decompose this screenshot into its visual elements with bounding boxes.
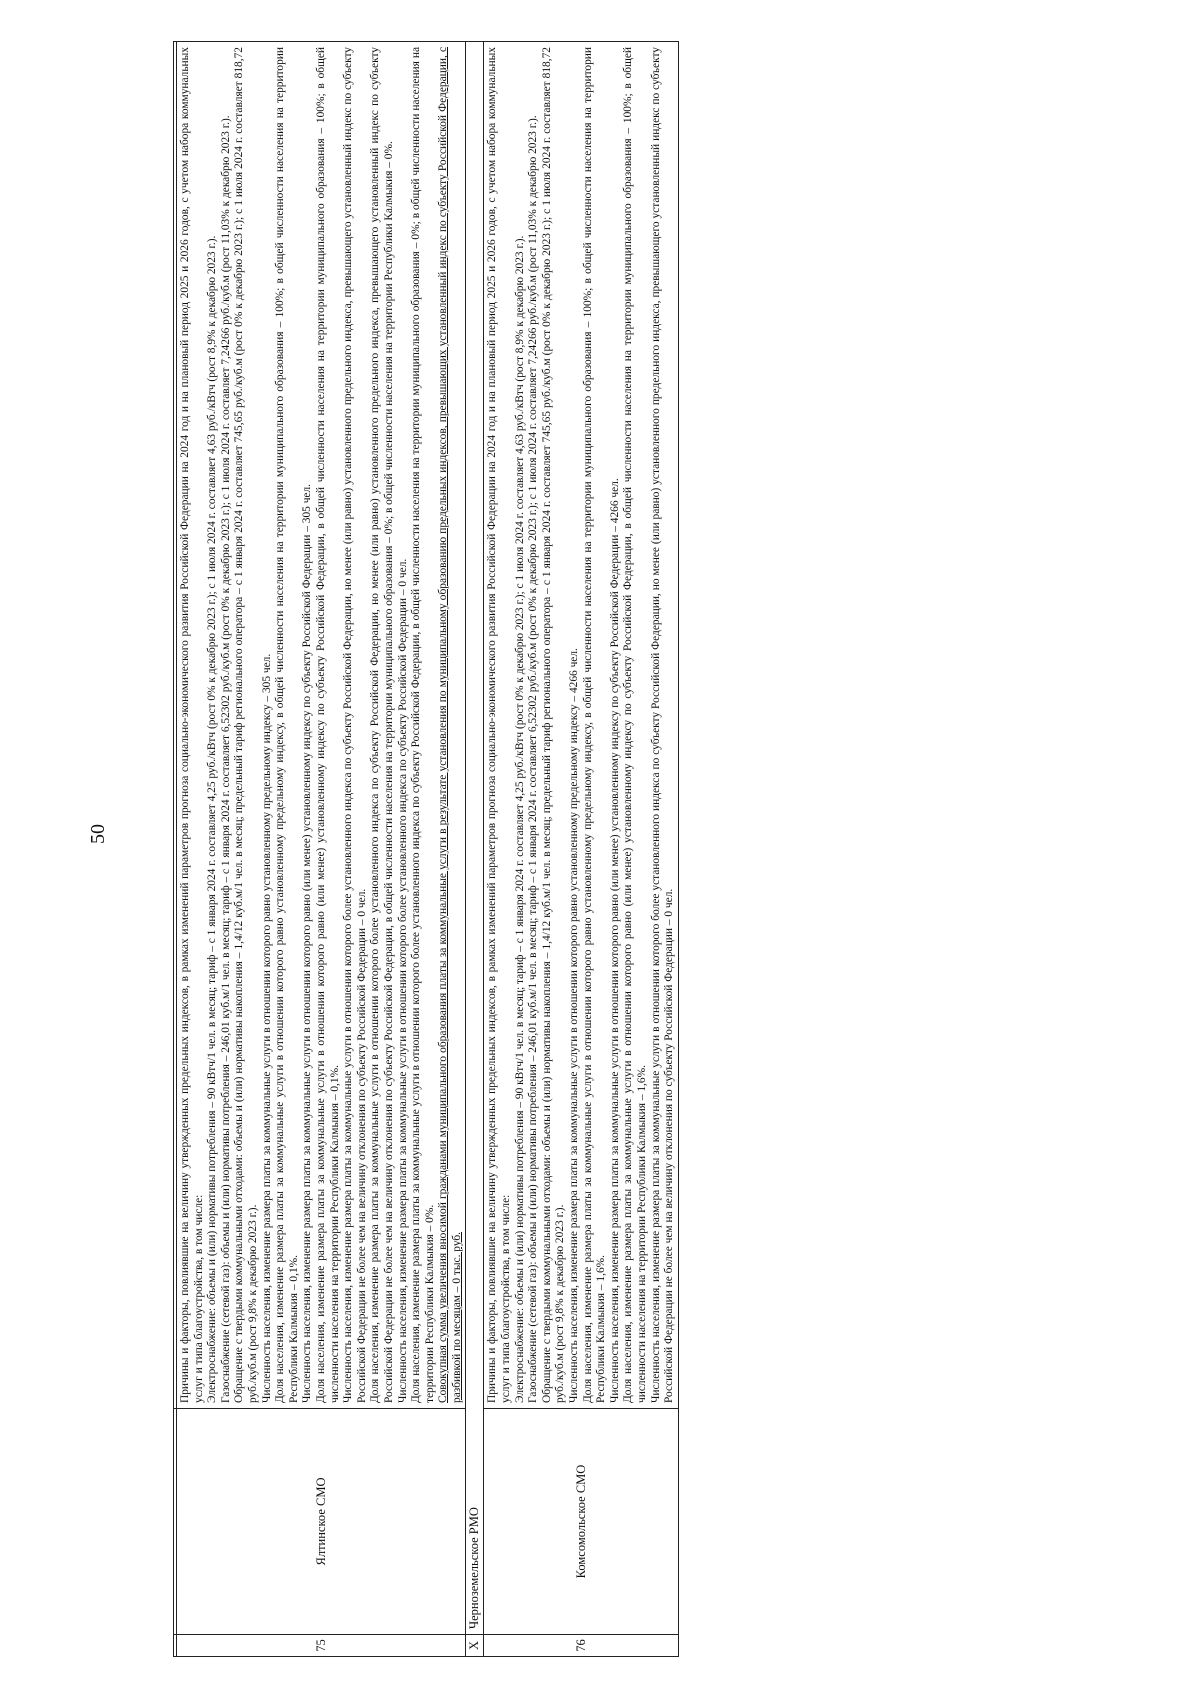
paragraph: Численность населения, изменение размера платы за коммунальные услуги в отношении которого равно (или менее) установленному индексу по субъекту Российской Федерации – 305 чел. bbox=[301, 483, 314, 1403]
paragraph: Доля населения, изменение размера платы за коммунальные услуги в отношении которого равно (или менее) установленному индексу по субъекту Российской Федерации, в общей численности населения на территории муниципального образования – 100%; в общей численности населения на территории Республики Калмыкия – 0,1%. bbox=[314, 47, 341, 1403]
paragraph: Численность населения, изменение размера платы за коммунальные услуги в отношении которого равно установленному предельному индексу – 4266 чел. bbox=[568, 648, 581, 1403]
paragraph: Газоснабжение (сетевой газ): объемы и (или) нормативы потребления – 246,01 куб.м/1 чел. в месяц; тариф – с 1 января 2024 г. составляет 6,52302 руб./куб.м (рост 0% к декабрю 2023 г.); с 1 июля 2024 г. составляет 7,24266 руб./куб.м (рост 11,03% к декабрю 2023 г.). bbox=[527, 115, 540, 1403]
rotated-table-wrapper bbox=[173, 42, 1029, 1657]
paragraph: Численность населения, изменение размера платы за коммунальные услуги в отношении которого более установленного индекса по субъекту Российской Федерации, но менее (или равно) установленного предельного индекса, превышающего установленный индекс по субъекту Российской Федерации не более чем на величину отклонения по субъекту Российской Федерации – 0 чел. bbox=[649, 47, 676, 1403]
paragraph: Электроснабжение: объемы и (или) нормативы потребления – 90 кВтч/1 чел. в месяц; тариф – с 1 января 2024 г. составляет 4,25 руб./кВтч (рост 0% к декабрю 2023 г.); с 1 июля 2024 г. составляет 4,63 руб./кВтч (рост 8,9% к декабрю 2023 г.). bbox=[513, 235, 526, 1403]
municipality-name: Комсомольское СМО bbox=[484, 1409, 678, 1635]
section-name: Черноземельское РМО bbox=[466, 42, 484, 1635]
paragraph: Причины и факторы, повлиявшие на величину утвержденных предельных индексов, в рамках изменений параметров прогноза социально-экономического развития Российской Федерации на 2024 год и на плановый период 2025 и 2026 годов, с учетом набора коммунальных услуг и типа благоустройства, в том числе: bbox=[486, 47, 513, 1403]
row-content bbox=[484, 42, 678, 1409]
paragraph: Обращение с твердыми коммунальными отходами: объемы и (или) нормативы накопления – 1,4/12 куб.м/1 чел. в месяц; предельный тариф регионального оператора – с 1 января 2024 г. составляет 745,65 руб./куб.м (рост 0% к декабрю 2023 г.); с 1 июля 2024 г. составляет 818,72 руб./куб.м (рост 9,8% к декабрю 2023 г.). bbox=[540, 47, 567, 1403]
paragraph: Численность населения, изменение размера платы за коммунальные услуги в отношении которого равно (или менее) установленному индексу по субъекту Российской Федерации – 4266 чел. bbox=[608, 478, 621, 1403]
paragraph: Доля населения, изменение размера платы за коммунальные услуги в отношении которого равно установленному предельному индексу, в общей численности населения на территории муниципального образования – 100%; в общей численности населения на территории Республики Калмыкия – 0,1%. bbox=[274, 47, 300, 1403]
table-row bbox=[177, 42, 466, 1657]
paragraph: Численность населения, изменение размера платы за коммунальные услуги в отношении которого равно установленному предельному индексу – 305 чел. bbox=[260, 653, 273, 1403]
paragraph: Доля населения, изменение размера платы за коммунальные услуги в отношении которого более установленного индекса по субъекту Российской Федерации, но менее (или равно) установленного предельного индекса, превышающего установленный индекс по субъекту Российской Федерации не более чем на величину отклонения по субъекту Российской Федерации, в общей численности населения на территории муниципального образования – 0%; в общей численности населения на территории Республики Калмыкия – 0%. bbox=[369, 47, 395, 1403]
section-number: X bbox=[466, 1635, 484, 1657]
paragraph: Обращение с твердыми коммунальными отходами: объемы и (или) нормативы накопления – 1,4/12 куб.м/1 чел. в месяц; предельный тариф регионального оператора – с 1 января 2024 г. составляет 745,65 руб./куб.м (рост 0% к декабрю 2023 г.); с 1 июля 2024 г. составляет 818,72 руб./куб.м (рост 9,8% к декабрю 2023 г.). bbox=[233, 47, 259, 1403]
paragraph: Численность населения, изменение размера платы за коммунальные услуги в отношении которого более установленного индекса по субъекту Российской Федерации, но менее (или равно) установленного предельного индекса, превышающего установленный индекс по субъекту Российской Федерации не более чем на величину отклонения по субъекту Российской Федерации – 0 чел. bbox=[342, 47, 368, 1403]
paragraph: Доля населения, изменение размера платы за коммунальные услуги в отношении которого равно установленному предельному индексу, в общей численности населения на территории муниципального образования – 100%; в общей численности населения на территории Республики Калмыкия – 1,6%. bbox=[581, 47, 608, 1403]
row-number: 75 bbox=[177, 1635, 466, 1657]
row-content bbox=[177, 42, 466, 1409]
row-number: 76 bbox=[484, 1635, 678, 1657]
paragraph: Доля населения, изменение размера платы за коммунальные услуги в отношении которого более установленного индекса по субъекту Российской Федерации, в общей численности населения на территории муниципального образования – 0%; в общей численности населения на территории Республики Калмыкия – 0%. bbox=[410, 47, 436, 1403]
paragraph: Численность населения, изменение размера платы за коммунальные услуги в отношении которого более установленного индекса по субъекту Российской Федерации – 0 чел. bbox=[396, 558, 409, 1403]
paragraph: Причины и факторы, повлиявшие на величину утвержденных предельных индексов, в рамках изменений параметров прогноза социально-экономического развития Российской Федерации на 2024 год и на плановый период 2025 и 2026 годов, с учетом набора коммунальных услуг и типа благоустройства, в том числе: bbox=[179, 47, 205, 1403]
municipality-name: Ялтинское СМО bbox=[177, 1409, 466, 1635]
paragraph: Доля населения, изменение размера платы за коммунальные услуги в отношении которого равно (или менее) установленному индексу по субъекту Российской Федерации, в общей численности населения на территории муниципального образования – 100%; в общей численности населения на территории Республики Калмыкия – 1,6%. bbox=[622, 47, 648, 1403]
tariff-index-table bbox=[173, 41, 679, 1657]
paragraph: Электроснабжение: объемы и (или) нормативы потребления – 90 кВтч/1 чел. в месяц; тариф – с 1 января 2024 г. составляет 4,25 руб./кВтч (рост 0% к декабрю 2023 г.); с 1 июля 2024 г. составляет 4,63 руб./кВтч (рост 8,9% к декабрю 2023 г.). bbox=[206, 235, 219, 1403]
table-row bbox=[484, 42, 678, 1657]
section-row bbox=[466, 42, 484, 1657]
paragraph: Газоснабжение (сетевой газ): объемы и (или) нормативы потребления – 246,01 куб.м/1 чел. в месяц; тариф – с 1 января 2024 г. составляет 6,52302 руб./куб.м (рост 0% к декабрю 2023 г.); с 1 июля 2024 г. составляет 7,24266 руб./куб.м (рост 11,03% к декабрю 2023 г.). bbox=[219, 115, 232, 1403]
page-number: 50 bbox=[87, 824, 109, 844]
paragraph: Совокупная сумма увеличения вносимой гражданами муниципального образования платы за коммунальные услуги в результате установления по муниципальному образованию предельных индексов, превышающих установленный индекс по субъекту Российской Федерации, с разбивкой по месяцам – 0 тыс. руб. bbox=[437, 47, 463, 1403]
